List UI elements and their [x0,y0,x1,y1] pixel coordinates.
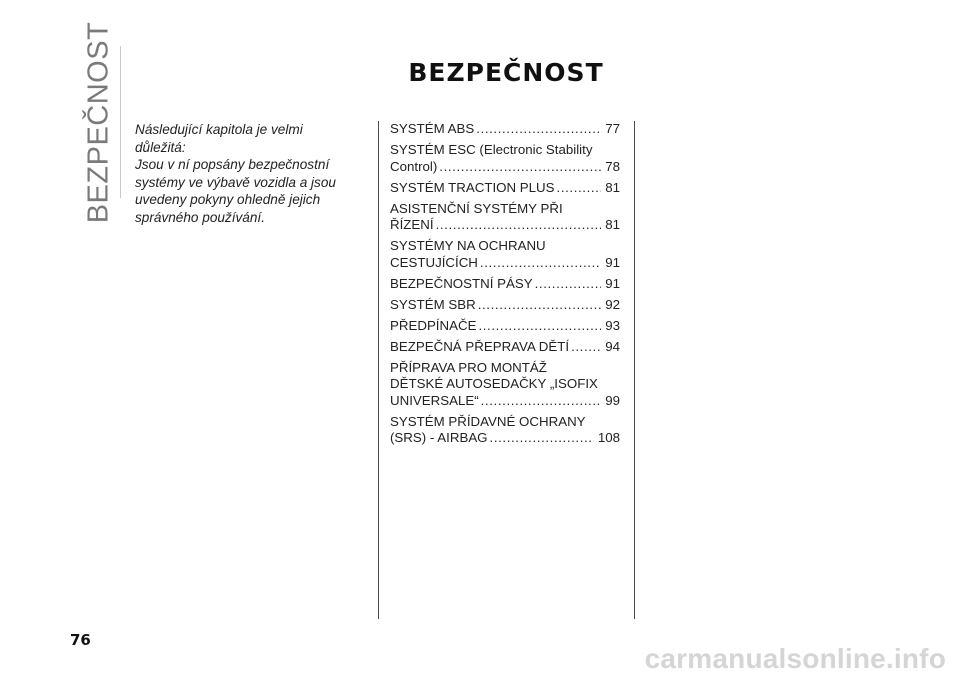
section-tab [82,21,115,223]
toc-entry-driver-assist[interactable] [390,201,620,234]
toc-leader-dots [436,217,602,234]
toc-entry-airbag[interactable] [390,414,620,447]
toc-entry-title: CESTUJÍCÍCH [390,254,478,270]
column-divider-right [634,121,635,619]
toc-leader-dots [481,393,602,410]
toc-entry-title: SYSTÉM TRACTION PLUS [390,179,555,195]
toc-page-number: 81 [605,217,620,232]
toc-entry-title: DĚTSKÉ AUTOSEDAČKY „ISOFIX [390,376,598,391]
toc-entry-title: BEZPEČNÁ PŘEPRAVA DĚTÍ [390,338,570,354]
toc-entry-abs[interactable] [390,121,620,138]
toc-page-number: 93 [605,317,620,333]
toc-entry-title: Control) [390,158,438,174]
intro-line: Následující kapitola je velmi důležitá: [135,122,303,155]
intro-line: systémy ve výbavě vozidla a jsou [135,174,336,190]
toc-page-number: 77 [605,121,620,136]
column-divider-left [378,121,379,619]
toc-leader-dots [535,276,602,293]
intro-line: uvedeny pokyny ohledně jejich [135,192,321,208]
page-number: 76 [70,631,91,649]
watermark: carmanualsonline.info [644,643,946,674]
toc-page-number: 91 [605,254,620,270]
toc-entry-esc[interactable] [390,142,620,175]
toc-entry-traction-plus[interactable] [390,180,620,197]
intro-line: správného používání. [135,209,265,225]
toc-page-number: 99 [605,392,620,408]
toc-entry-title: SYSTÉM SBR [390,296,476,312]
toc-leader-dots [557,180,602,197]
toc-entry-title: UNIVERSALE“ [390,392,479,408]
toc-leader-dots [476,121,601,138]
toc-leader-dots [439,159,601,176]
toc-entry-title: SYSTÉM ABS [390,121,475,136]
toc-entry-child-transport[interactable] [390,339,620,356]
toc-entry-title: ASISTENČNÍ SYSTÉMY PŘI [390,200,563,216]
toc-entry-title: PŘÍPRAVA PRO MONTÁŽ [390,359,547,375]
toc-leader-dots [478,297,601,314]
intro-line: Jsou v ní popsány bezpečnostní [135,157,330,173]
toc-entry-title: ŘÍZENÍ [390,217,434,232]
section-tab-label: BEZPEČNOST [82,21,115,223]
toc-leader-dots [480,255,601,272]
toc-entry-title: (SRS) - AIRBAG [390,430,488,445]
toc-leader-dots [478,318,601,335]
toc-page-number: 94 [605,338,620,354]
toc-entry-pretensioners[interactable] [390,318,620,335]
table-of-contents [390,121,620,451]
toc-page-number: 108 [597,430,620,445]
toc-leader-dots [490,430,594,447]
toc-page-number: 78 [605,158,620,174]
page-title: BEZPEČNOST [408,58,604,87]
toc-entry-isofix[interactable] [390,360,620,410]
toc-page-number: 92 [605,296,620,312]
toc-page-number: 91 [605,275,620,291]
intro-text [135,121,357,227]
toc-entry-occupant-protection[interactable] [390,238,620,271]
toc-entry-title: SYSTÉMY NA OCHRANU [390,238,546,253]
section-tab-divider [120,46,121,198]
toc-entry-seat-belts[interactable] [390,276,620,293]
toc-entry-title: BEZPEČNOSTNÍ PÁSY [390,275,533,291]
toc-entry-title: PŘEDPÍNAČE [390,317,477,333]
toc-entry-title: SYSTÉM ESC (Electronic Stability [390,142,593,157]
toc-page-number: 81 [605,179,620,195]
toc-leader-dots [571,339,601,356]
toc-entry-sbr[interactable] [390,297,620,314]
toc-entry-title: SYSTÉM PŘÍDAVNÉ OCHRANY [390,413,586,429]
